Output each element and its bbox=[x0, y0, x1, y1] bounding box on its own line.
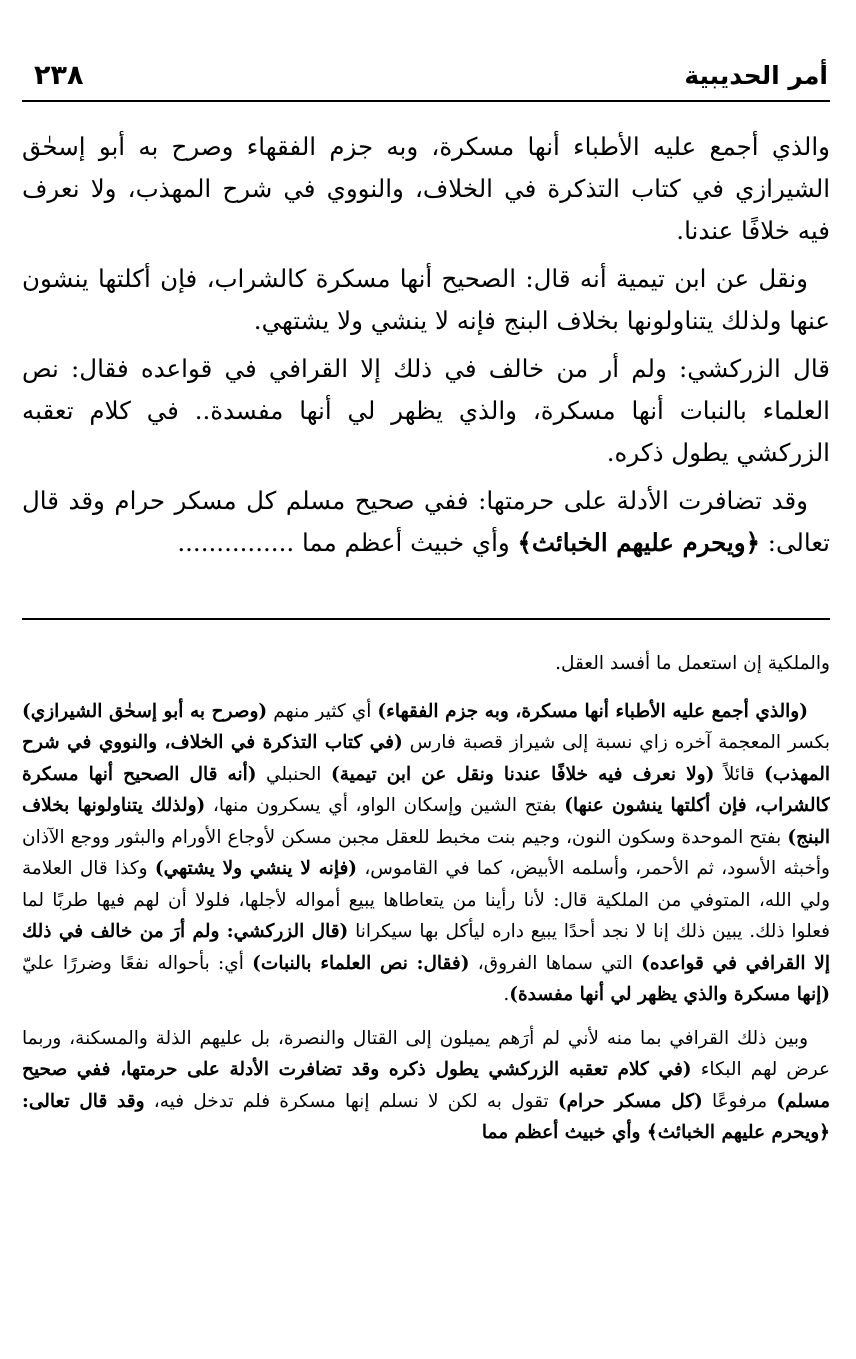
commentary-paragraph-1 bbox=[22, 696, 830, 1011]
commentary-explanation: وكذا قال العلامة ولي الله، المتوفي من الملكية قال: لأنا رأينا من يتعاطاها يبيع أمواله لأجلها، فلولا أن لهم فيها طربًا لما فعلوا ذلك. يبين ذلك إنا لا نجد أحدًا يبيع داره ليأكل بها سيكرانا bbox=[22, 858, 830, 942]
main-paragraph-2: ونقل عن ابن تيمية أنه قال: الصحيح أنها مسكرة كالشراب، فإن أكلتها ينشون عنها ولذلك يتناولونها بخلاف البنج فإنه لا ينشي ولا يشتهي. bbox=[22, 264, 830, 335]
commentary-quoted-text: (أنه قال الصحيح أنها مسكرة كالشراب، فإن أكلتها ينشون عنها) bbox=[22, 763, 830, 816]
main-paragraph-4 bbox=[22, 480, 830, 564]
main-paragraph-4-start: وقد تضافرت الأدلة على حرمتها: ففي صحيح مسلم كل مسكر حرام وقد قال تعالى: bbox=[22, 486, 830, 557]
commentary-quoted-text: (ولذلك يتناولونها بخلاف البنج) bbox=[22, 795, 830, 848]
running-title: أمر الحديبية bbox=[684, 60, 828, 90]
commentary-quoted-text: (والذي أجمع عليه الأطباء أنها مسكرة، وبه جزم الفقهاء) bbox=[377, 700, 808, 722]
commentary-quoted-text: وقد قال تعالى: ﴿ويحرم عليهم الخبائث﴾ وأي خبيث أعظم مما bbox=[22, 1090, 830, 1143]
commentary-explanation: الحنبلي bbox=[256, 763, 331, 785]
commentary-quoted-text: (كل مسكر حرام) bbox=[557, 1090, 703, 1112]
commentary-explanation: بفتح الموحدة وسكون النون، وجيم بنت مخبط للعقل مجبن مسكن لأوجاع الأورام والبثور ووجع الآذان وأخبثه الأسود، ثم الأحمر، وأسلمه الأبيض، كما في القاموس، bbox=[22, 826, 830, 879]
commentary-quoted-text: (فإنه لا ينشي ولا يشتهي) bbox=[154, 858, 358, 879]
commentary-text bbox=[22, 648, 830, 1338]
commentary-explanation: . bbox=[503, 984, 510, 1005]
commentary-explanation: أي: بأحواله نفعًا وضررًا عليّ bbox=[22, 952, 253, 974]
quran-verse: ﴿ويحرم عليهم الخبائث﴾ bbox=[517, 528, 760, 557]
commentary-paragraph-2 bbox=[22, 1023, 830, 1149]
commentary-quoted-text: (قال الزركشي: ولم أرَ من خالف في ذلك إلا القرافي في قواعده) bbox=[22, 921, 830, 974]
commentary-explanation: مرفوعًا bbox=[702, 1090, 777, 1112]
main-paragraph-4-end: وأي خبيث أعظم مما bbox=[294, 528, 518, 557]
main-paragraph-1: والذي أجمع عليه الأطباء أنها مسكرة، وبه جزم الفقهاء وصرح به أبو إسحٰق الشيرازي في كتاب التذكرة في الخلاف، والنووي في شرح المهذب، ولا نعرف فيه خلافًا عندنا. bbox=[22, 132, 830, 245]
commentary-quoted-text: (وصرح به أبو إسحٰق الشيرازي) bbox=[22, 700, 268, 722]
main-text bbox=[22, 126, 830, 586]
commentary-explanation: تقول به لكن لا نسلم إنها مسكرة فلم تدخل فيه، bbox=[144, 1090, 558, 1112]
page-header bbox=[22, 50, 830, 102]
commentary-quoted-text: (في كلام تعقبه الزركشي يطول ذكره وقد تضافرت الأدلة على حرمتها، ففي صحيح مسلم) bbox=[22, 1059, 830, 1112]
page-number: ٢٣٨ bbox=[34, 59, 84, 91]
commentary-quoted-text: (فقال: نص العلماء بالنبات) bbox=[252, 952, 470, 974]
section-divider bbox=[22, 618, 830, 620]
continuation-dots: ............... bbox=[177, 528, 295, 557]
main-paragraph-3: قال الزركشي: ولم أر من خالف في ذلك إلا القرافي في قواعده فقال: نص العلماء بالنبات أنها مسكرة، والذي يظهر لي أنها مفسدة.. في كلام تعقبه الزركشي يطول ذكره. bbox=[22, 354, 830, 467]
commentary-explanation: وبين ذلك القرافي بما منه لأني لم أرَهم يميلون إلى القتال والنصرة، بل عليهم الذلة والمسكنة، وربما عرض لهم البكاء bbox=[22, 1027, 830, 1080]
commentary-paragraph-0: والملكية إن استعمل ما أفسد العقل. bbox=[555, 653, 830, 674]
commentary-explanation: بكسر المعجمة آخره زاي نسبة إلى شيراز قصبة فارس bbox=[402, 732, 830, 753]
book-page bbox=[22, 0, 830, 1359]
commentary-quoted-text: (إنها مسكرة والذي يظهر لي أنها مفسدة) bbox=[509, 984, 830, 1005]
commentary-quoted-text: (في كتاب التذكرة في الخلاف، والنووي في شرح المهذب) bbox=[22, 732, 830, 785]
commentary-explanation: التي سماها الفروق، bbox=[469, 952, 642, 974]
commentary-explanation: أي كثير منهم bbox=[267, 700, 378, 722]
commentary-explanation: قائلاً bbox=[714, 763, 765, 785]
commentary-explanation: بفتح الشين وإسكان الواو، أي يسكرون منها، bbox=[205, 795, 565, 816]
commentary-quoted-text: (ولا نعرف فيه خلافًا عندنا ونقل عن ابن تيمية) bbox=[330, 763, 715, 785]
